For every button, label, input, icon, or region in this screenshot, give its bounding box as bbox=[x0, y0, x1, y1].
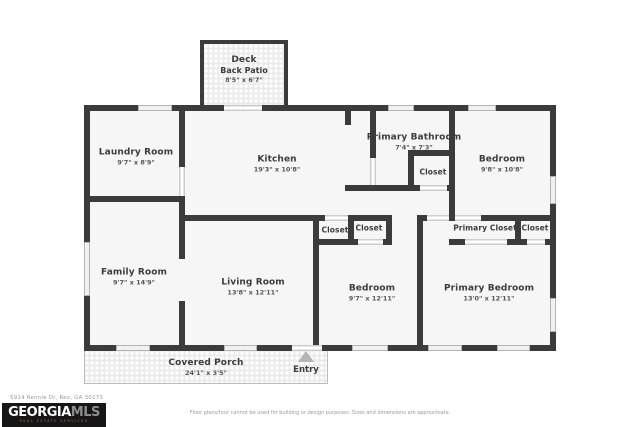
window bbox=[388, 105, 414, 111]
deck-door bbox=[224, 105, 262, 111]
laundry-door bbox=[179, 167, 185, 196]
room-label-living-room bbox=[221, 278, 285, 297]
wall bbox=[84, 105, 90, 351]
disclaimer-text: Floor plans/tour cannot be used for building or design purposes. Sizes and dimensions are approximate. bbox=[189, 410, 451, 416]
wall bbox=[313, 215, 319, 351]
bathroom-closet-door bbox=[420, 185, 447, 191]
logo-tagline: REAL ESTATE SERVICES bbox=[19, 419, 89, 424]
room-dims: 9'7" x 12'11" bbox=[348, 294, 396, 303]
window bbox=[468, 105, 496, 111]
wall bbox=[179, 215, 325, 221]
room-dims: 13'0" x 12'11" bbox=[463, 294, 515, 303]
room-label-family-room bbox=[101, 268, 167, 287]
room-label-primary-closet bbox=[453, 224, 517, 233]
room-name: Covered Porch bbox=[168, 357, 244, 368]
wall bbox=[449, 111, 455, 221]
primary-closet-door bbox=[465, 239, 507, 245]
wall bbox=[84, 196, 185, 202]
wall bbox=[313, 239, 358, 245]
bedroom-door bbox=[455, 215, 481, 221]
room-name: Closet bbox=[321, 225, 349, 235]
wall bbox=[345, 185, 414, 191]
room-label-closet-2 bbox=[356, 224, 383, 233]
room-subtitle: Back Patio bbox=[220, 66, 268, 75]
room-label-kitchen bbox=[254, 155, 301, 174]
room-name: Closet bbox=[355, 223, 383, 233]
closet-door bbox=[358, 239, 383, 245]
room-dims: 24'1" x 3'5" bbox=[184, 368, 228, 377]
room-name: Closet bbox=[521, 223, 549, 233]
room-label-primary-bathroom bbox=[367, 133, 461, 152]
room-label-bedroom-bottom bbox=[349, 284, 396, 303]
room-dims: 9'8" x 10'8" bbox=[480, 165, 524, 174]
room-name: Living Room bbox=[221, 277, 285, 288]
window bbox=[428, 345, 462, 351]
window bbox=[352, 345, 388, 351]
covered-porch-area bbox=[84, 351, 328, 384]
room-name: Primary Closet bbox=[453, 223, 517, 233]
room-dims: 8'5" x 6'7" bbox=[225, 76, 263, 84]
wall bbox=[449, 239, 465, 245]
room-label-laundry bbox=[99, 148, 173, 167]
room-dims: 9'7" x 8'9" bbox=[117, 158, 155, 167]
entry-arrow-icon bbox=[298, 351, 314, 362]
window bbox=[116, 345, 150, 351]
window bbox=[224, 345, 257, 351]
window bbox=[550, 298, 556, 332]
wall bbox=[179, 301, 185, 351]
room-label-bedroom-top bbox=[479, 155, 525, 174]
room-label-bathroom-closet bbox=[420, 168, 447, 177]
closet-door bbox=[325, 215, 348, 221]
logo-text bbox=[8, 406, 100, 419]
window bbox=[550, 176, 556, 204]
wall bbox=[383, 239, 392, 245]
wall bbox=[179, 105, 185, 167]
room-name: Primary Bathroom bbox=[366, 132, 462, 143]
room-name: Primary Bedroom bbox=[443, 283, 535, 294]
entry-label: Entry bbox=[293, 365, 319, 375]
room-name: Family Room bbox=[100, 267, 168, 278]
room-name: Bedroom bbox=[348, 283, 396, 294]
georgia-mls-logo bbox=[2, 403, 106, 427]
bathroom-door bbox=[370, 158, 376, 185]
primary-bedroom-door bbox=[427, 215, 449, 221]
room-label-closet-1 bbox=[322, 226, 349, 235]
window bbox=[497, 345, 530, 351]
room-dims: 19'3" x 10'8" bbox=[253, 165, 301, 174]
room-name: Deck bbox=[231, 55, 257, 65]
wall bbox=[179, 196, 185, 259]
wall bbox=[545, 239, 551, 245]
wall bbox=[417, 215, 423, 351]
room-dims: 9'7" x 14'9" bbox=[112, 278, 156, 287]
room-dims: 13'8" x 12'11" bbox=[227, 288, 279, 297]
room-name: Kitchen bbox=[257, 154, 297, 165]
wall bbox=[345, 111, 351, 125]
room-name: Laundry Room bbox=[98, 147, 174, 158]
logo-georgia: GEORGIA bbox=[8, 405, 71, 421]
window bbox=[138, 105, 172, 111]
window bbox=[84, 242, 90, 296]
property-address: 5914 Rennie Dr, Rex, GA 30273 bbox=[10, 395, 104, 401]
room-label-primary-bedroom bbox=[444, 284, 534, 303]
room-name: Closet bbox=[419, 167, 447, 177]
logo-mls: MLS bbox=[70, 405, 100, 421]
deck-area bbox=[200, 40, 288, 105]
room-label-closet-3 bbox=[522, 224, 549, 233]
room-name: Bedroom bbox=[478, 154, 526, 165]
room-dims: 7'4" x 7'3" bbox=[395, 143, 433, 152]
closet-door bbox=[527, 239, 545, 245]
